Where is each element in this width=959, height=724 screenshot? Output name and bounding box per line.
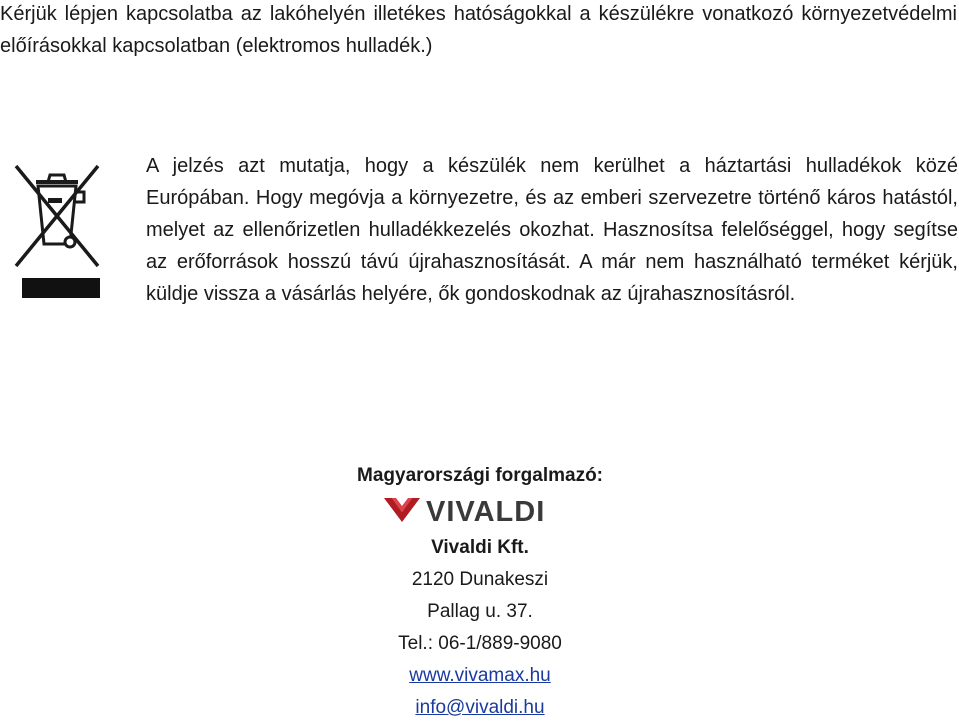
address-line-1: 2120 Dunakeszi xyxy=(411,569,549,590)
email-link[interactable]: info@vivaldi.hu xyxy=(415,697,545,718)
company-name: Vivaldi Kft. xyxy=(431,537,529,558)
intro-paragraph: Kérjük lépjen kapcsolatba az lakóhelyén illetékes hatóságokkal a készülékre vonatkozó környezetvédelmi előírásokkal kapcsolatban (elektromos hulladék.) xyxy=(0,3,957,57)
weee-explanation-paragraph: A jelzés azt mutatja, hogy a készülék nem kerülhet a háztartási hulladékok közé Európában. Hogy megóvja a környezetre, és az emberi szervezetre történő káros hatástól, melyet az ellenőrizetlen hulladékkezelés okozhat. Hasznosítsa felelőséggel, hogy segítse az erőforrások hosszú távú újrahasznosítását. A már nem használható terméket kérjük, küldje vissza a vásárlás helyére, ők gondoskodnak az újrahasznosításról. xyxy=(146,155,958,305)
distributor-heading: Magyarországi forgalmazó: xyxy=(357,465,603,486)
crossed-out-wheelie-bin-icon xyxy=(12,162,102,300)
address-line-2: Pallag u. 37. xyxy=(427,601,533,622)
vivaldi-logo xyxy=(380,492,580,528)
logo-text: VIVALDI xyxy=(426,496,546,528)
website-link[interactable]: www.vivamax.hu xyxy=(409,665,551,686)
phone-number: Tel.: 06-1/889-9080 xyxy=(398,633,562,654)
distributor-block xyxy=(330,460,630,724)
